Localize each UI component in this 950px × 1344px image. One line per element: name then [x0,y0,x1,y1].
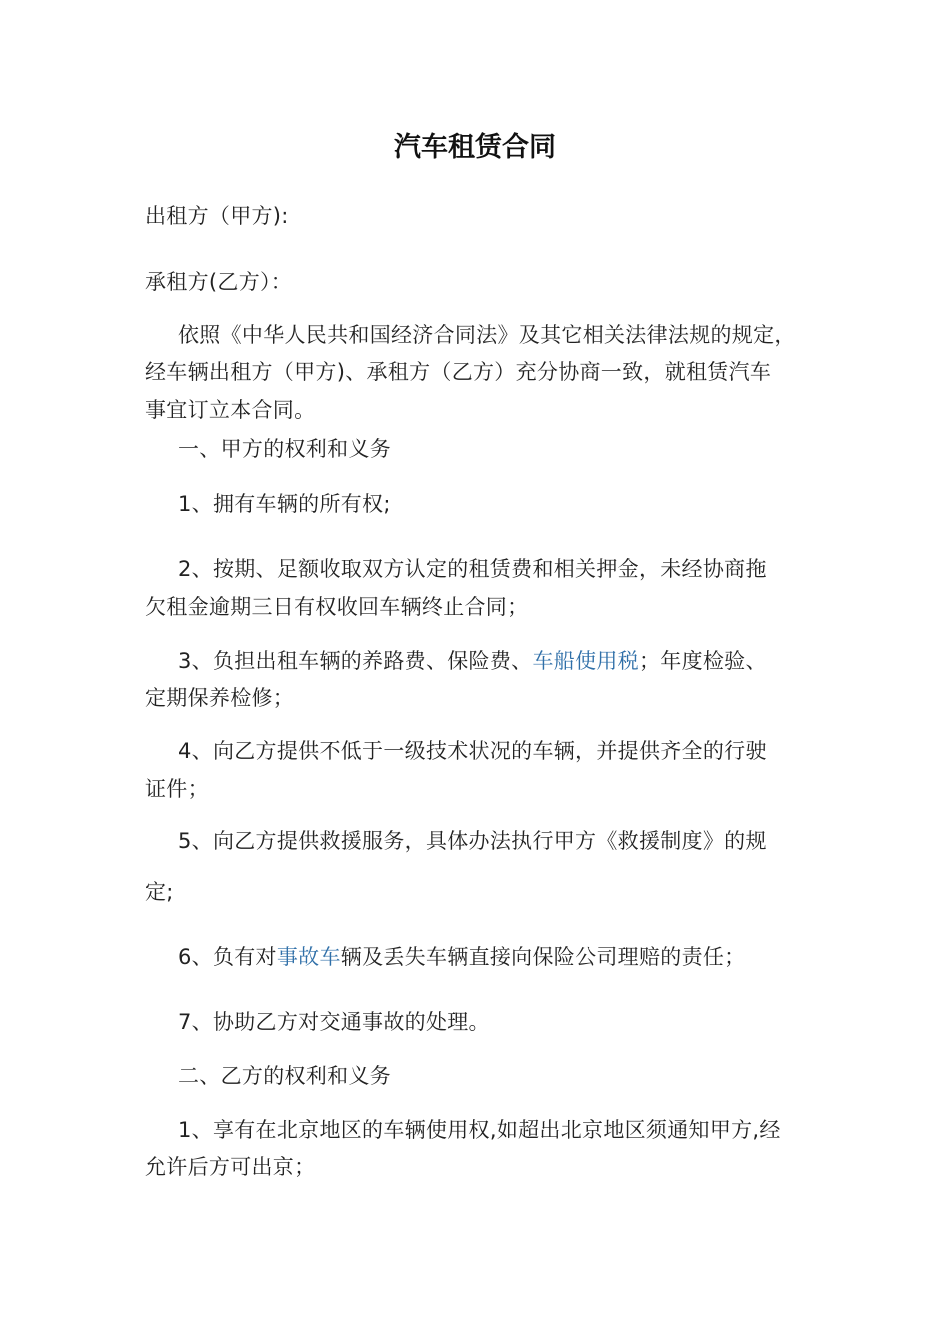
section1-item-3-line-1 [178,647,767,675]
section2-item-1-line-2: 允许后方可出京； [145,1155,316,1179]
vehicle-tax-link[interactable]: 车船使用税 [532,649,639,673]
section2-item-1-line-1: 1、享有在北京地区的车辆使用权,如超出北京地区须通知甲方,经 [178,1118,781,1142]
item-6-text-after: 辆及丢失车辆直接向保险公司理赔的责任； [340,945,746,969]
item-6-text-before: 6、负有对 [178,945,277,969]
section1-item-4-line-2: 证件； [145,777,209,801]
section1-item-5-line-1: 5、向乙方提供救援服务，具体办法执行甲方《救援制度》的规 [178,829,767,853]
accident-vehicle-link[interactable]: 事故车 [276,945,341,969]
document-title: 汽车租赁合同 [394,132,556,163]
intro-line-3: 事宜订立本合同。 [145,398,316,422]
section1-item-6 [178,943,745,971]
intro-line-2: 经车辆出租方（甲方)、承租方（乙方）充分协商一致，就租赁汽车 [145,360,772,384]
section1-heading: 一、甲方的权利和义务 [178,437,391,461]
section1-item-7: 7、协助乙方对交通事故的处理。 [178,1010,490,1034]
section1-item-5-line-2: 定; [145,880,174,904]
item-3-text-after: ；年度检验、 [638,649,767,673]
lessor-label: 出租方（甲方): [145,204,289,228]
section2-heading: 二、乙方的权利和义务 [178,1064,391,1088]
section1-item-4-line-1: 4、向乙方提供不低于一级技术状况的车辆，并提供齐全的行驶 [178,739,767,763]
intro-line-1: 依照《中华人民共和国经济合同法》及其它相关法律法规的规定， [178,323,796,347]
section1-item-2-line-2: 欠租金逾期三日有权收回车辆终止合同； [145,595,529,619]
section1-item-1: 1、拥有车辆的所有权; [178,492,391,516]
section1-item-3-line-2: 定期保养检修； [145,686,295,710]
lessee-label: 承租方(乙方）： [145,270,293,294]
section1-item-2-line-1: 2、按期、足额收取双方认定的租赁费和相关押金，未经协商拖 [178,557,767,581]
item-3-text-before: 3、负担出租车辆的养路费、保险费、 [178,649,533,673]
